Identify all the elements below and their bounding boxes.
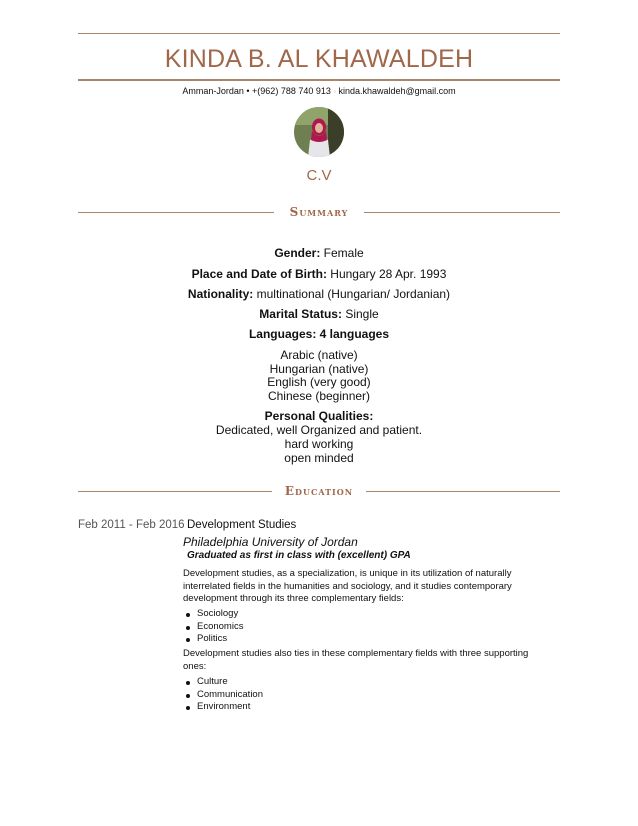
education-rule-right bbox=[366, 491, 560, 492]
nationality-value: multinational (Hungarian/ Jordanian) bbox=[256, 287, 451, 301]
quality-item: open minded bbox=[284, 451, 354, 465]
nationality-label: Nationality: bbox=[187, 287, 254, 301]
contact-phone: +(962) 788 740 913 bbox=[252, 86, 331, 96]
quality-item: hard working bbox=[284, 437, 354, 451]
language-item: Hungarian (native) bbox=[269, 362, 369, 376]
qualities-heading: Personal Qualities: bbox=[264, 409, 374, 423]
education-honor: Graduated as first in class with (excellent) GPA bbox=[187, 550, 411, 561]
list-item: Economics bbox=[183, 621, 243, 634]
language-item: English (very good) bbox=[267, 375, 371, 389]
candidate-name: KINDA B. AL KHAWALDEH bbox=[164, 45, 474, 73]
summary-section-title: Summary bbox=[289, 205, 349, 219]
education-school: Philadelphia University of Jordan bbox=[183, 535, 358, 549]
education-supporting-description: Development studies also ties in these complementary fields with three supporting ones: bbox=[183, 648, 529, 672]
birth-value: Hungary 28 Apr. 1993 bbox=[330, 267, 447, 281]
education-section-title: Education bbox=[284, 484, 354, 498]
list-item: Environment bbox=[183, 701, 263, 714]
gender-label: Gender: bbox=[274, 246, 321, 260]
education-dates: Feb 2011 - Feb 2016 bbox=[78, 519, 185, 531]
summary-rule-right bbox=[364, 212, 560, 213]
list-item: Sociology bbox=[183, 608, 243, 621]
birth-label: Place and Date of Birth: bbox=[191, 267, 327, 281]
gender-line bbox=[0, 246, 638, 260]
list-item: Communication bbox=[183, 689, 263, 702]
language-item: Arabic (native) bbox=[280, 348, 358, 362]
languages-heading: Languages: 4 languages bbox=[248, 327, 390, 341]
contact-location: Amman-Jordan bbox=[182, 86, 244, 96]
fields-list bbox=[183, 608, 243, 646]
contact-line bbox=[0, 86, 638, 96]
education-degree: Development Studies bbox=[187, 519, 297, 531]
profile-photo-illustration bbox=[294, 107, 344, 157]
marital-value: Single bbox=[345, 307, 379, 321]
list-item: Politics bbox=[183, 633, 243, 646]
marital-label: Marital Status: bbox=[259, 307, 342, 321]
gender-value: Female bbox=[323, 246, 364, 260]
dot-separator: ◦ bbox=[333, 87, 339, 96]
marital-line bbox=[0, 307, 638, 321]
education-description: Development studies, as a specialization, is unique in its utilization of naturally interrelated fields in the humanities and sociology, and it studies contemporary development through its three complementary fields: bbox=[183, 568, 512, 604]
bullet-separator: • bbox=[246, 86, 253, 96]
quality-item: Dedicated, well Organized and patient. bbox=[215, 423, 423, 437]
profile-photo bbox=[294, 107, 344, 157]
supporting-list bbox=[183, 676, 263, 714]
contact-email[interactable]: kinda.khawaldeh@gmail.com bbox=[338, 86, 456, 96]
cv-title: C.V bbox=[306, 167, 332, 184]
birth-line bbox=[0, 267, 638, 281]
list-item: Culture bbox=[183, 676, 263, 689]
nationality-line bbox=[0, 287, 638, 301]
header-top-rule bbox=[78, 33, 560, 34]
header-bottom-rule bbox=[78, 79, 560, 81]
language-item: Chinese (beginner) bbox=[267, 389, 371, 403]
